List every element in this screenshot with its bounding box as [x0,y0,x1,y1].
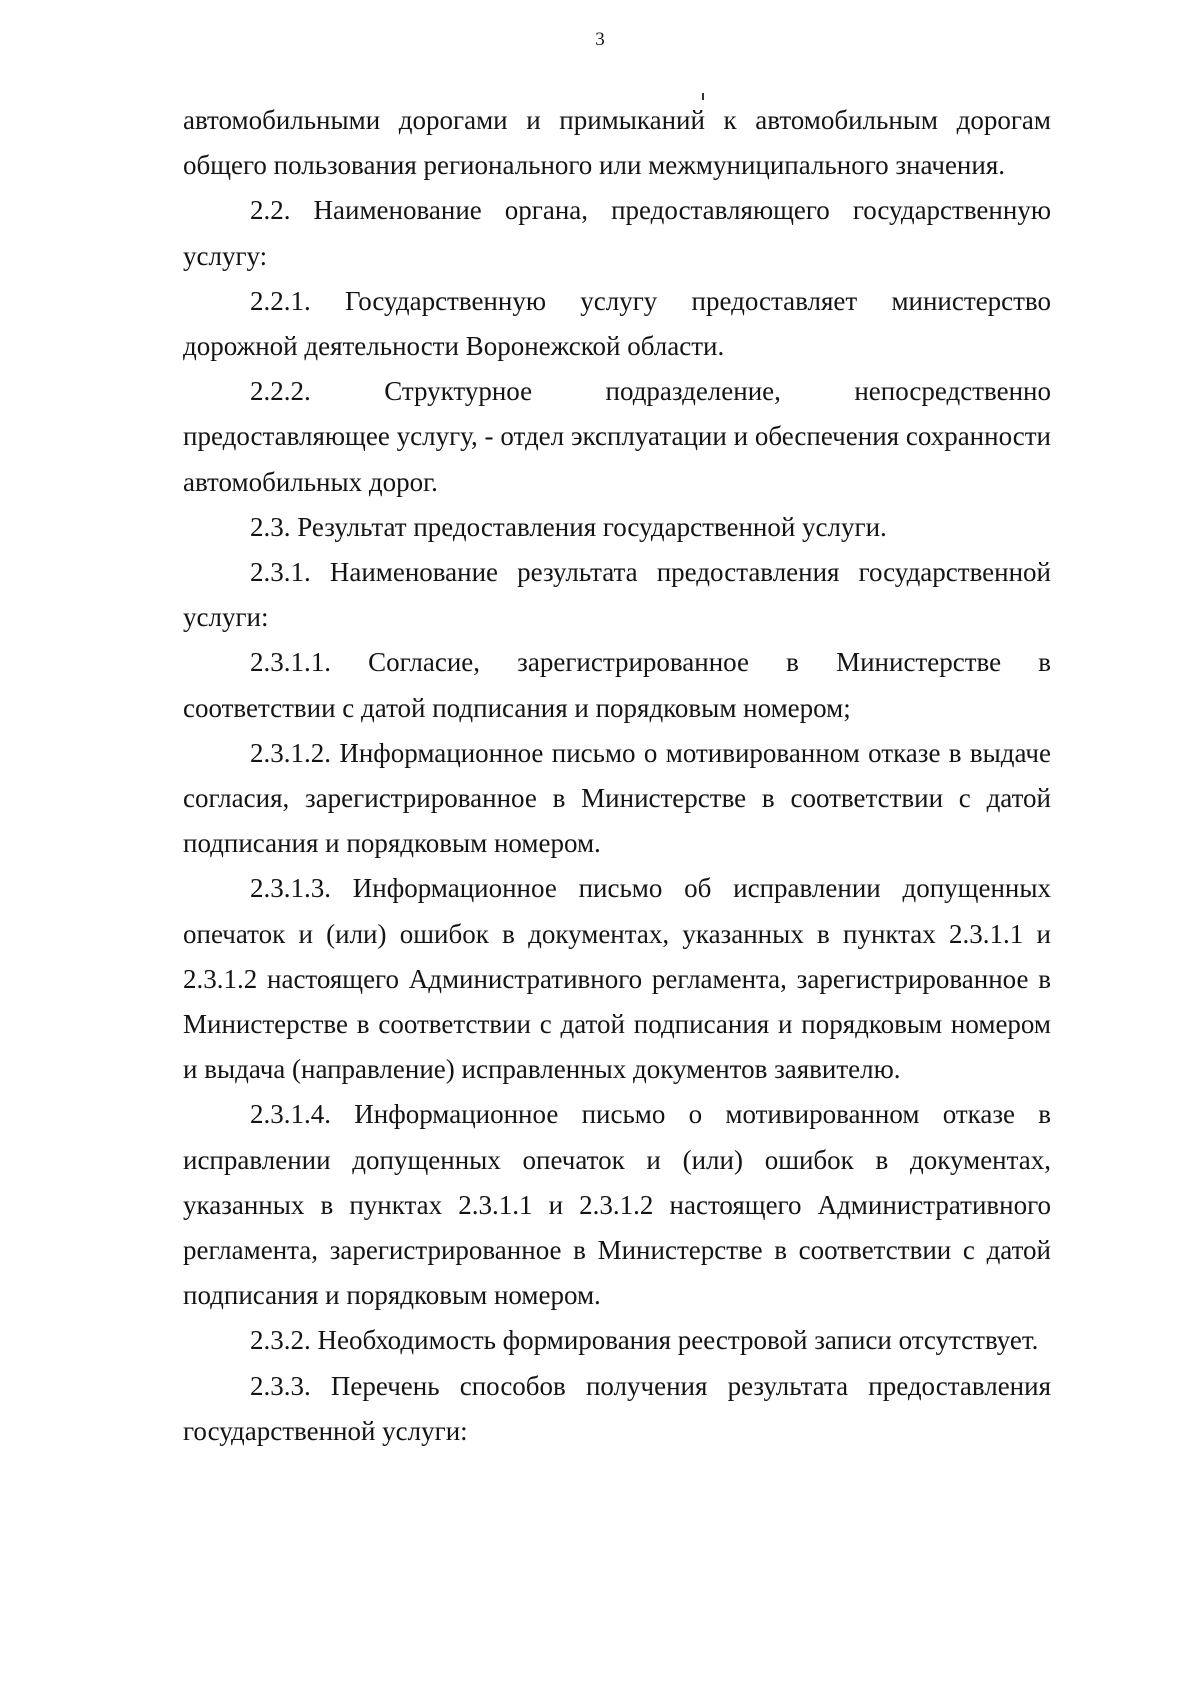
document-body [183,98,1051,1454]
paragraph-2-3-1-2: 2.3.1.2. Информационное письмо о мотивированном отказе в выдаче согласия, зарегистрированное в Министерстве в соответствии с датой подписания и порядковым номером. [183,737,1051,859]
paragraph-2-3: 2.3. Результат предоставления государственной услуги. [250,511,887,542]
page-number: 3 [595,29,605,50]
paragraph-continuation: автомобильными дорогами и примыканий к автомобильным дорогам общего пользования регионального или межмуниципального значения. [183,105,1051,181]
paragraph-2-2: 2.2. Наименование органа, предоставляющего государственную услугу: [183,195,1051,271]
paragraph-2-3-1: 2.3.1. Наименование результата предоставления государственной услуги: [183,557,1051,633]
paragraph-2-3-1-3: 2.3.1.3. Информационное письмо об исправлении допущенных опечаток и (или) ошибок в документах, указанных в пунктах 2.3.1.1 и 2.3.1.2 настоящего Административного регламента, зарегистрированное в Министерстве в соответствии с датой подписания и порядковым номером и выдача (направление) исправленных документов заявителю. [183,873,1051,1085]
paragraph-2-2-1: 2.2.1. Государственную услугу предоставляет министерство дорожной деятельности Воронежской области. [183,285,1051,362]
paragraph-2-3-2: 2.3.2. Необходимость формирования реестровой записи отсутствует. [250,1325,1039,1356]
paragraph-2-3-1-1: 2.3.1.1. Согласие, зарегистрированное в Министерстве в соответствии с датой подписания и порядковым номером; [183,647,1051,723]
paragraph-2-2-2: 2.2.2. Структурное подразделение, непосредственно предоставляющее услугу, - отдел эксплуатации и обеспечения сохранности автомобильных дорог. [183,376,1051,497]
paragraph-2-3-3: 2.3.3. Перечень способов получения результата предоставления государственной услуги: [183,1370,1051,1446]
paragraph-2-3-1-4: 2.3.1.4. Информационное письмо о мотивированном отказе в исправлении допущенных опечаток и (или) ошибок в документах, указанных в пунктах 2.3.1.1 и 2.3.1.2 настоящего Административного регламента, зарегистрированное в Министерстве в соответствии с датой подписания и порядковым номером. [183,1099,1051,1311]
